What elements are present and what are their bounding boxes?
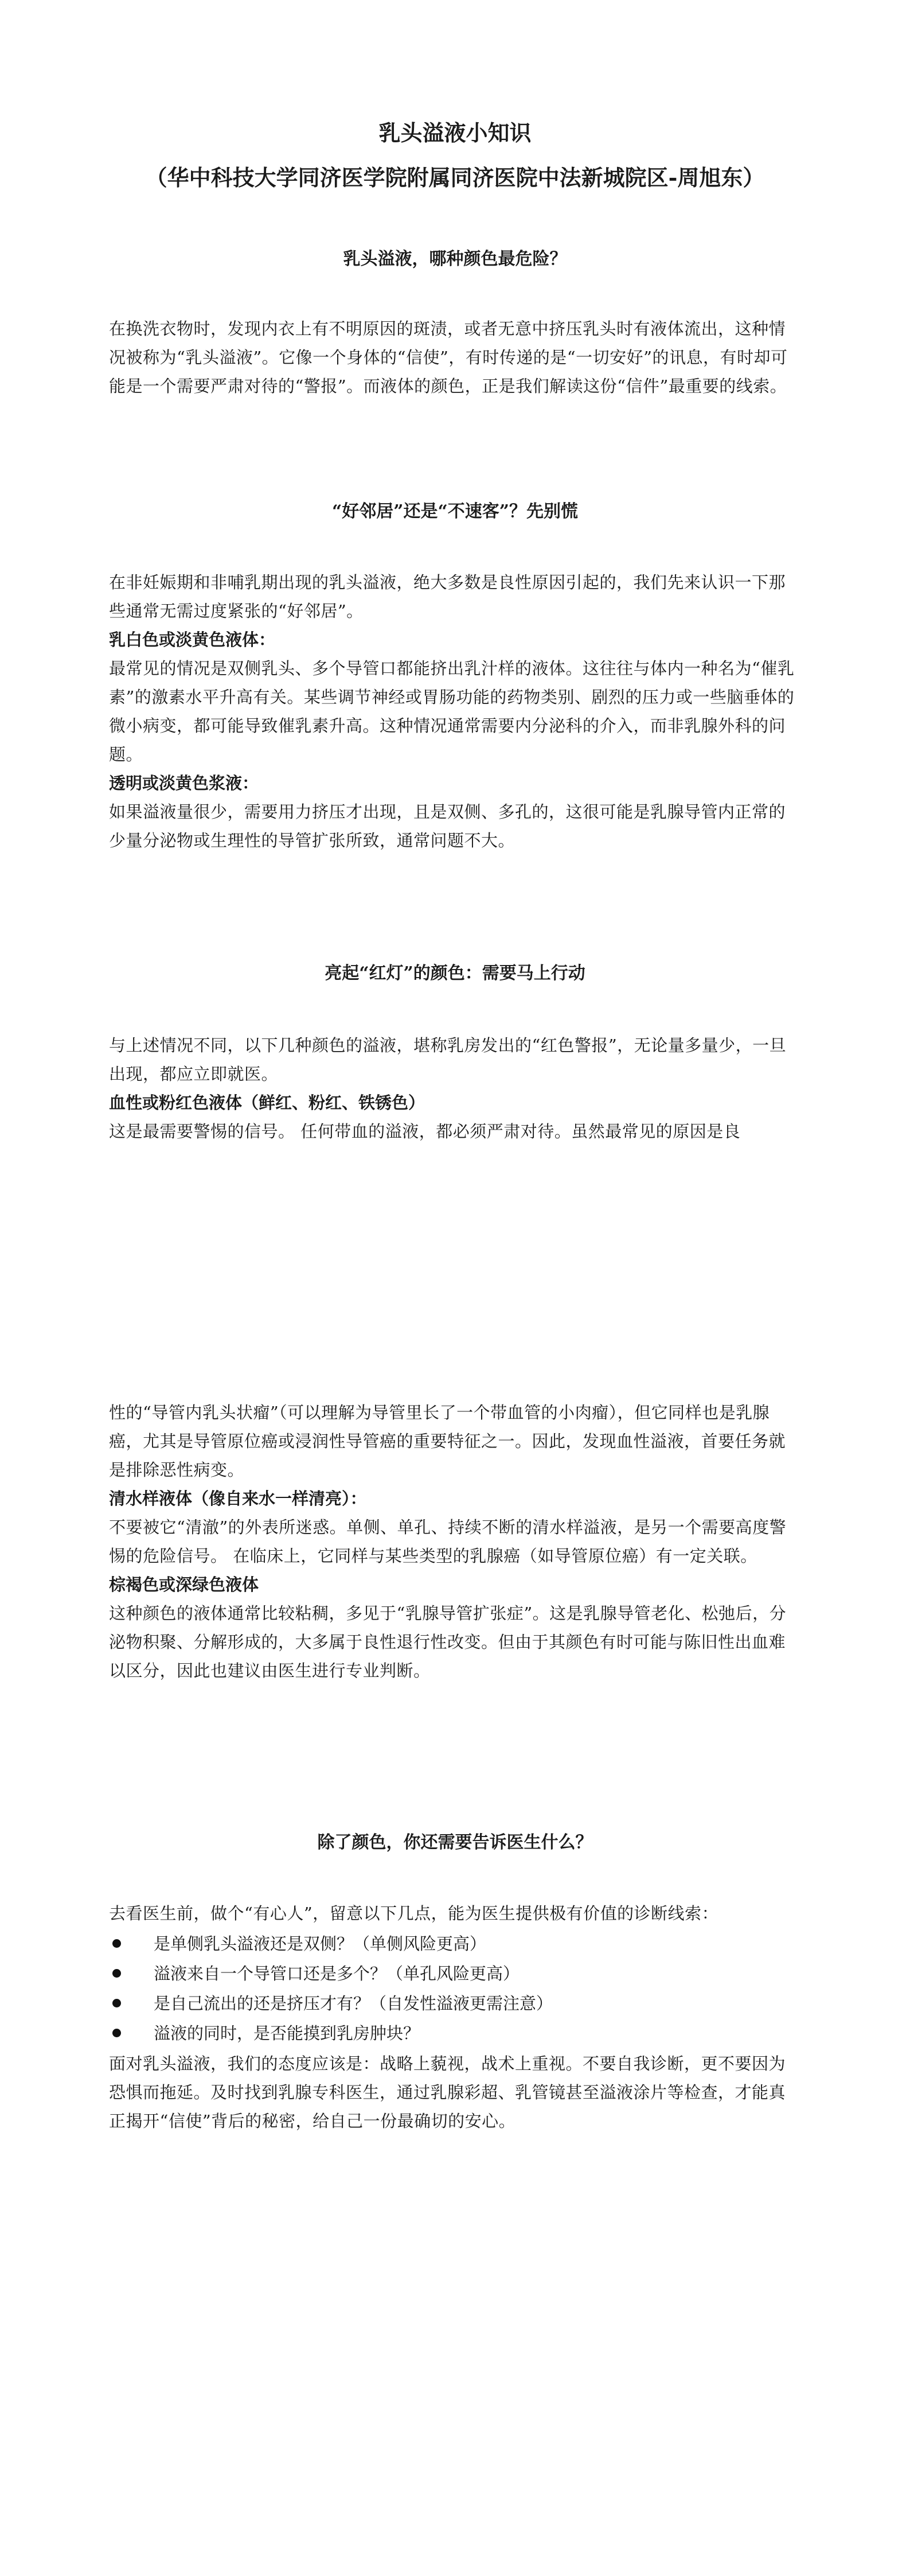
section-heading-doctor: 除了颜色，你还需要告诉医生什么？	[317, 1832, 593, 1853]
doctor-checklist	[109, 1929, 800, 2048]
bloody-paragraph-continued: 性的“导管内乳头状瘤”（可以理解为导管里长了一个带血管的小肉瘤），但它同样也是乳腺癌，尤其是导管原位癌或浸润性导管癌的重要特征之一。因此，发现血性溢液，首要任务就是排除恶性病变。	[109, 1403, 786, 1480]
article-title: 乳头溢液小知识	[378, 120, 532, 146]
list-item-text: 溢液的同时，是否能摸到乳房肿块？	[154, 2024, 420, 2043]
clear-subtitle: 清水样液体（像自来水一样清亮）：	[109, 1489, 367, 1508]
milky-paragraph: 最常见的情况是双侧乳头、多个导管口都能挤出乳汁样的液体。这往往与体内一种名为“催乳素”的激素水平升高有关。某些调节神经或胃肠功能的药物类别、剧烈的压力或一些脑垂体的微小病变，都可能导致催乳素升高。这种情况通常需要内分泌科的介入，而非乳腺外科的问题。	[109, 659, 795, 764]
list-item-text: 是自己流出的还是挤压才有？（自发性溢液更需注意）	[154, 1994, 553, 2013]
section-warning-bottom	[109, 1398, 800, 1685]
list-item	[109, 1959, 800, 1989]
benign-intro-paragraph: 在非妊娠期和非哺乳期出现的乳头溢液，绝大多数是良性原因引起的，我们先来认识一下那些通常无需过度紧张的“好邻居”。	[109, 573, 786, 621]
list-item-text: 溢液来自一个导管口还是多个？（单孔风险更高）	[154, 1964, 520, 1983]
section-doctor-intro	[109, 1899, 800, 1928]
warning-intro-paragraph: 与上述情况不同，以下几种颜色的溢液，堪称乳房发出的“红色警报”，无论量多量少，一旦出现，都应立即就医。	[109, 1036, 787, 1084]
list-item-text: 是单侧乳头溢液还是双侧？（单侧风险更高）	[154, 1934, 487, 1954]
brown-paragraph: 这种颜色的液体通常比较粘稠，多见于“乳腺导管扩张症”。这是乳腺导管老化、松弛后，分泌物积聚、分解形成的，大多属于良性退行性改变。但由于其颜色有时可能与陈旧性出血难以区分，因此也建议由医生进行专业判断。	[109, 1604, 787, 1680]
conclusion-paragraph: 面对乳头溢液，我们的态度应该是：战略上藐视，战术上重视。不要自我诊断，更不要因为恐惧而拖延。及时找到乳腺专科医生，通过乳腺彩超、乳管镜甚至溢液涂片等检查，才能真正揭开“信使”背后的秘密，给自己一份最确切的安心。	[109, 2054, 786, 2131]
intro-paragraph: 在换洗衣物时，发现内衣上有不明原因的斑渍，或者无意中挤压乳头时有液体流出，这种情况被称为“乳头溢液”。它像一个身体的“信使”，有时传递的是“一切安好”的讯息，有时却可能是一个需要严肃对待的“警报”。而液体的颜色，正是我们解读这份“信件”最重要的线索。	[109, 319, 788, 396]
bullet-icon	[112, 2029, 121, 2037]
bullet-icon	[112, 1939, 121, 1948]
section-benign	[109, 568, 800, 855]
section-heading-intro: 乳头溢液，哪种颜色最危险？	[343, 249, 567, 269]
bloody-subtitle: 血性或粉红色液体（鲜红、粉红、铁锈色）	[109, 1093, 425, 1112]
serous-paragraph: 如果溢液量很少，需要用力挤压才出现，且是双侧、多孔的，这很可能是乳腺导管内正常的少量分泌物或生理性的导管扩张所致，通常问题不大。	[109, 802, 786, 850]
list-item	[109, 1929, 800, 1959]
section-intro	[109, 314, 800, 400]
milky-subtitle: 乳白色或淡黄色液体：	[109, 630, 276, 649]
list-item	[109, 1989, 800, 2018]
bullet-icon	[112, 1969, 121, 1978]
brown-subtitle: 棕褐色或深绿色液体	[109, 1575, 259, 1594]
section-heading-warning: 亮起“红灯”的颜色：需要马上行动	[325, 963, 585, 983]
section-warning-top	[109, 1031, 800, 1146]
article-subtitle-author: （华中科技大学同济医学院附属同济医院中法新城院区-周旭东）	[145, 165, 765, 190]
section-conclusion	[109, 2049, 800, 2135]
list-item	[109, 2018, 800, 2048]
serous-subtitle: 透明或淡黄色浆液：	[109, 773, 259, 793]
clear-paragraph: 不要被它“清澈”的外表所迷惑。单侧、单孔、持续不断的清水样溢液，是另一个需要高度警惕的危险信号。 在临床上，它同样与某些类型的乳腺癌（如导管原位癌）有一定关联。	[109, 1517, 787, 1566]
bullet-icon	[112, 1999, 121, 2007]
bloody-paragraph-start: 这是最需要警惕的信号。 任何带血的溢液，都必须严肃对待。虽然最常见的原因是良	[109, 1122, 741, 1141]
section-heading-benign: “好邻居”还是“不速客”？先别慌	[331, 501, 579, 522]
doctor-intro-paragraph: 去看医生前，做个“有心人”，留意以下几点，能为医生提供极有价值的诊断线索：	[109, 1904, 719, 1923]
